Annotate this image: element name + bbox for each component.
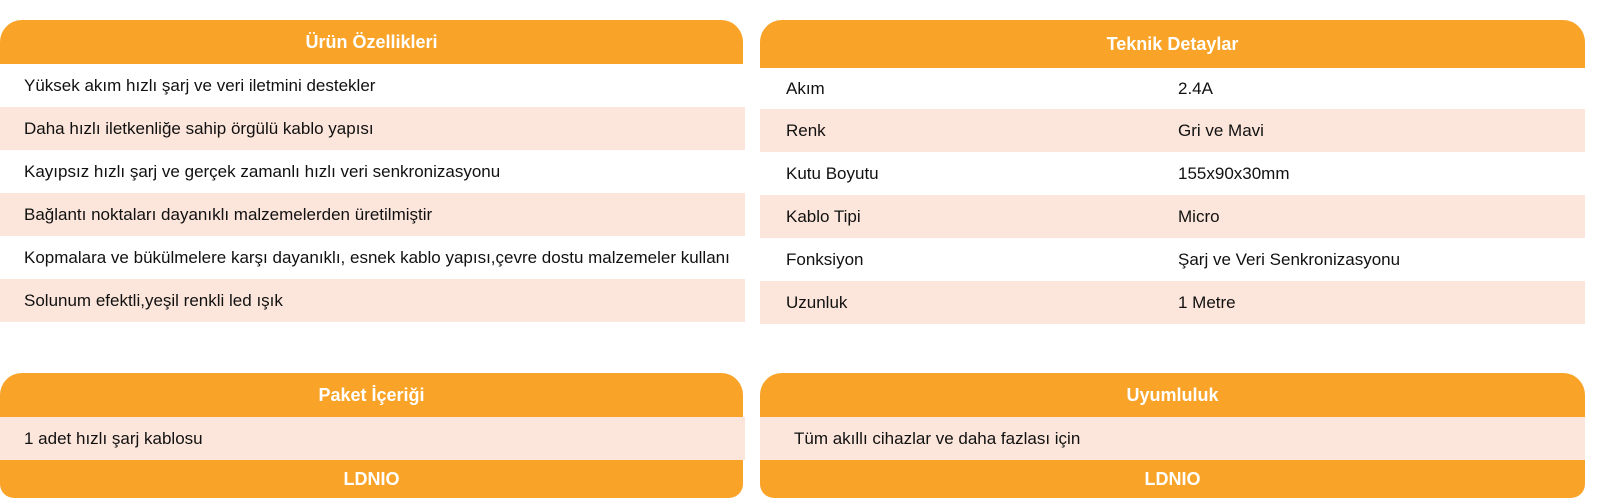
compat-row <box>760 417 1585 460</box>
package-panel <box>0 373 745 498</box>
spec-key: Akım <box>786 78 825 98</box>
feature-item: Kopmalara ve bükülmelere karşı dayanıklı, esnek kablo yapısı,çevre dostu malzemeler kullanı <box>24 247 730 267</box>
features-header <box>0 20 743 64</box>
package-content: 1 adet hızlı şarj kablosu <box>24 428 203 448</box>
spec-value: Gri ve Mavi <box>1178 120 1264 140</box>
spec-value: Micro <box>1178 206 1220 226</box>
spec-value: Şarj ve Veri Senkronizasyonu <box>1178 249 1401 269</box>
compat-header <box>760 373 1585 417</box>
spec-row <box>760 238 1585 281</box>
spec-row <box>760 195 1585 238</box>
compat-panel <box>760 373 1585 498</box>
features-row <box>0 236 745 279</box>
feature-item: Bağlantı noktaları dayanıklı malzemelerden üretilmiştir <box>24 204 433 224</box>
features-row <box>0 64 745 107</box>
features-row <box>0 193 745 236</box>
specs-title: Teknik Detaylar <box>1106 33 1239 54</box>
spec-value: 2.4A <box>1178 78 1213 98</box>
compat-footer <box>760 460 1585 498</box>
features-row <box>0 150 745 193</box>
feature-item: Kayıpsız hızlı şarj ve gerçek zamanlı hızlı veri senkronizasyonu <box>24 161 501 181</box>
feature-item: Yüksek akım hızlı şarj ve veri iletmini destekler <box>24 75 376 95</box>
features-title: Ürün Özellikleri <box>305 31 438 52</box>
compat-title: Uyumluluk <box>1126 384 1219 405</box>
spec-value: 155x90x30mm <box>1178 163 1290 183</box>
spec-row <box>760 68 1585 109</box>
spec-row <box>760 109 1585 152</box>
feature-item: Daha hızlı iletkenliğe sahip örgülü kablo yapısı <box>24 118 374 138</box>
features-panel <box>0 20 745 322</box>
features-row <box>0 279 745 322</box>
spec-key: Fonksiyon <box>786 249 864 269</box>
spec-row <box>760 152 1585 195</box>
specs-panel <box>760 20 1585 324</box>
compat-content: Tüm akıllı cihazlar ve daha fazlası için <box>794 428 1081 448</box>
spec-row <box>760 281 1585 324</box>
package-row <box>0 417 745 460</box>
package-footer <box>0 460 743 498</box>
spec-key: Renk <box>786 120 826 140</box>
spec-key: Kutu Boyutu <box>786 163 879 183</box>
spec-key: Uzunluk <box>786 292 848 312</box>
package-title: Paket İçeriği <box>318 384 425 405</box>
brand-label: LDNIO <box>1144 468 1201 489</box>
feature-item: Solunum efektli,yeşil renkli led ışık <box>24 290 283 310</box>
package-header <box>0 373 743 417</box>
brand-label: LDNIO <box>343 468 400 489</box>
features-row <box>0 107 745 150</box>
specs-header <box>760 20 1585 68</box>
spec-key: Kablo Tipi <box>786 206 861 226</box>
spec-value: 1 Metre <box>1178 292 1236 312</box>
